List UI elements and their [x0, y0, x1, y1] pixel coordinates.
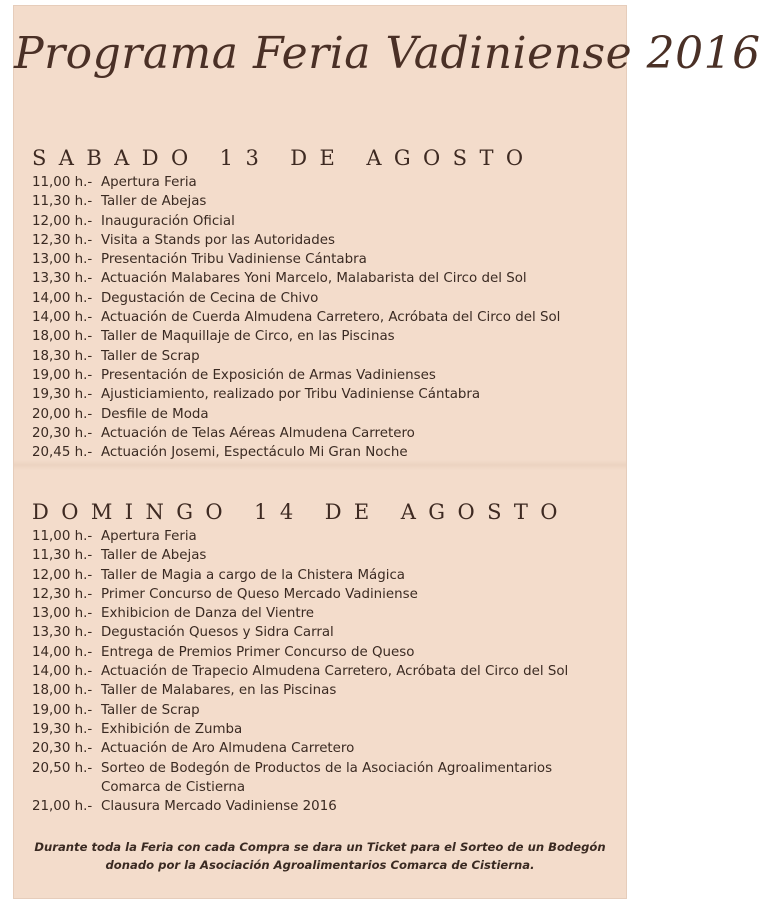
schedule-item — [32, 720, 581, 739]
event-time: 21,00 h.- — [32, 799, 93, 815]
event-time: 11,00 h.- — [32, 529, 93, 544]
event-description: Exhibición de Zumba — [101, 721, 243, 737]
schedule-item — [32, 759, 581, 798]
schedule-item — [32, 385, 581, 404]
event-description: Apertura Feria — [101, 175, 197, 190]
event-time: 11,30 h.- — [32, 194, 93, 210]
schedule-item — [32, 604, 581, 623]
schedule-item — [32, 797, 581, 816]
event-time: 19,00 h.- — [32, 702, 93, 718]
event-description: Clausura Mercado Vadiniense 2016 — [101, 799, 337, 815]
event-time: 20,30 h.- — [32, 741, 93, 757]
event-description: Degustación Quesos y Sidra Carral — [101, 625, 334, 641]
event-description: Entrega de Premios Primer Concurso de Queso — [101, 644, 415, 660]
schedule-item — [32, 289, 581, 308]
page-title: Programa Feria Vadiniense 2016 — [14, 28, 761, 79]
sunday-schedule — [32, 527, 581, 816]
schedule-item — [32, 327, 581, 346]
event-description: Actuación de Trapecio Almudena Carretero, Acróbata del Circo del Sol — [101, 664, 569, 680]
event-description: Inauguración Oficial — [101, 213, 235, 229]
event-description: Apertura Feria — [101, 529, 197, 544]
event-time: 20,30 h.- — [32, 425, 93, 441]
event-description: Actuación Malabares Yoni Marcelo, Malabarista del Circo del Sol — [101, 271, 527, 287]
program-sheet — [14, 6, 761, 898]
event-time: 14,00 h.- — [32, 290, 93, 306]
event-description: Desfile de Moda — [101, 406, 209, 422]
schedule-item — [32, 424, 581, 443]
saturday-schedule — [32, 173, 581, 462]
event-time: 14,00 h.- — [32, 644, 93, 660]
day-heading-sunday: DOMINGO 14 DE AGOSTO — [32, 500, 570, 524]
schedule-item — [32, 643, 581, 662]
event-description: Primer Concurso de Queso Mercado Vadiniense — [101, 586, 418, 602]
schedule-item — [32, 405, 581, 424]
event-description: Degustación de Cecina de Chivo — [101, 290, 319, 306]
schedule-item — [32, 443, 581, 462]
raffle-notice-line1: Durante toda la Feria con cada Compra se dara un Ticket para el Sorteo de un Bodegón — [34, 840, 606, 854]
schedule-item — [32, 173, 581, 192]
event-description: Sorteo de Bodegón de Productos de la Asociación Agroalimentarios Comarca de Cistierna — [101, 760, 553, 795]
event-time: 20,50 h.- — [32, 760, 93, 776]
event-time: 12,00 h.- — [32, 567, 93, 583]
event-description: Taller de Abejas — [101, 548, 207, 564]
schedule-item — [32, 347, 581, 366]
event-description: Exhibicion de Danza del Vientre — [101, 606, 315, 622]
event-time: 11,00 h.- — [32, 175, 93, 190]
schedule-item — [32, 662, 581, 681]
event-time: 12,30 h.- — [32, 232, 93, 248]
event-time: 14,00 h.- — [32, 664, 93, 680]
event-time: 12,30 h.- — [32, 586, 93, 602]
event-time: 20,00 h.- — [32, 406, 93, 422]
event-time: 20,45 h.- — [32, 445, 93, 461]
raffle-notice-line2: donado por la Asociación Agroalimentarios Comarca de Cistierna. — [105, 858, 535, 872]
schedule-item — [32, 308, 581, 327]
event-time: 13,30 h.- — [32, 625, 93, 641]
event-time: 19,30 h.- — [32, 721, 93, 737]
schedule-item — [32, 250, 581, 269]
schedule-item — [32, 231, 581, 250]
schedule-item — [32, 739, 581, 758]
event-description: Taller de Abejas — [101, 194, 207, 210]
day-heading-saturday: SABADO 13 DE AGOSTO — [32, 146, 536, 170]
event-description: Ajusticiamiento, realizado por Tribu Vadiniense Cántabra — [101, 387, 481, 403]
event-time: 14,00 h.- — [32, 310, 93, 326]
schedule-item — [32, 366, 581, 385]
event-description: Taller de Scrap — [101, 348, 200, 364]
event-time: 13,30 h.- — [32, 271, 93, 287]
event-description: Taller de Maquillaje de Circo, en las Piscinas — [101, 329, 395, 345]
event-time: 18,00 h.- — [32, 683, 93, 699]
event-description: Actuación de Aro Almudena Carretero — [101, 741, 355, 757]
event-description: Actuación de Cuerda Almudena Carretero, Acróbata del Circo del Sol — [101, 310, 561, 326]
schedule-item — [32, 566, 581, 585]
event-time: 19,00 h.- — [32, 367, 93, 383]
event-description: Taller de Magia a cargo de la Chistera Mágica — [101, 567, 406, 583]
event-description: Presentación Tribu Vadiniense Cántabra — [101, 252, 367, 268]
schedule-item — [32, 585, 581, 604]
schedule-item — [32, 623, 581, 642]
schedule-item — [32, 681, 581, 700]
event-time: 11,30 h.- — [32, 548, 93, 564]
event-description: Actuación de Telas Aéreas Almudena Carretero — [101, 425, 415, 441]
event-time: 19,30 h.- — [32, 387, 93, 403]
event-description: Visita a Stands por las Autoridades — [101, 232, 335, 248]
schedule-item — [32, 212, 581, 231]
event-description: Taller de Malabares, en las Piscinas — [101, 683, 337, 699]
event-time: 13,00 h.- — [32, 252, 93, 268]
schedule-item — [32, 527, 581, 546]
schedule-item — [32, 546, 581, 565]
event-description: Taller de Scrap — [101, 702, 200, 718]
event-description: Actuación Josemi, Espectáculo Mi Gran Noche — [101, 445, 408, 461]
raffle-notice — [14, 838, 626, 874]
schedule-item — [32, 192, 581, 211]
schedule-item — [32, 269, 581, 288]
event-description: Presentación de Exposición de Armas Vadinienses — [101, 367, 436, 383]
event-time: 18,30 h.- — [32, 348, 93, 364]
event-time: 18,00 h.- — [32, 329, 93, 345]
event-time: 13,00 h.- — [32, 606, 93, 622]
event-time: 12,00 h.- — [32, 213, 93, 229]
schedule-item — [32, 701, 581, 720]
